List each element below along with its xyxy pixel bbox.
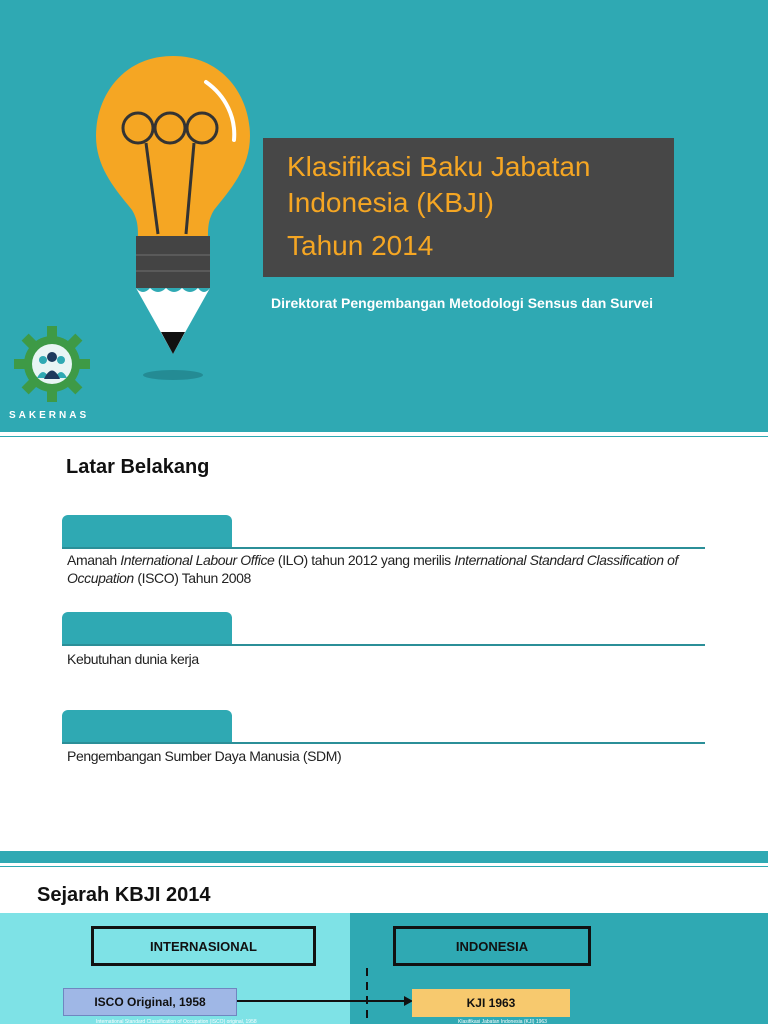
item-tab-2 bbox=[62, 612, 232, 645]
kji-1963-box: KJI 1963 bbox=[412, 989, 570, 1017]
item-rule-1 bbox=[62, 547, 705, 549]
item-rule-2 bbox=[62, 644, 705, 646]
lightbulb-pencil-icon bbox=[88, 48, 258, 388]
title-slide bbox=[0, 0, 768, 432]
sakernas-gear-logo bbox=[10, 322, 94, 406]
isco-caption: International Standard Classification of Occupation (ISCO) original, 1958 bbox=[96, 1019, 257, 1025]
title-line-1: Klasifikasi Baku Jabatan bbox=[287, 151, 591, 182]
section-title-sejarah: Sejarah KBJI 2014 bbox=[37, 884, 211, 906]
item-text-2: Kebutuhan dunia kerja bbox=[67, 651, 199, 667]
subtitle: Direktorat Pengembangan Metodologi Sensus dan Survei bbox=[271, 295, 653, 311]
section-title-latar-belakang: Latar Belakang bbox=[66, 456, 210, 478]
isco-1958-box: ISCO Original, 1958 bbox=[63, 988, 237, 1016]
item-text-1: Amanah International Labour Office (ILO) tahun 2012 yang merilis International Standard Classification of Occupation (ISCO) Tahun 2008 bbox=[67, 552, 678, 586]
item-tab-1 bbox=[62, 515, 232, 548]
international-header: INTERNASIONAL bbox=[91, 926, 316, 966]
title-line-2: Indonesia (KBJI) bbox=[287, 187, 494, 218]
item-text-3: Pengembangan Sumber Daya Manusia (SDM) bbox=[67, 748, 342, 764]
divider-band bbox=[0, 851, 768, 863]
item-tab-3 bbox=[62, 710, 232, 743]
divider-line bbox=[0, 436, 768, 437]
title-line-3: Tahun 2014 bbox=[287, 230, 434, 261]
indonesia-header: INDONESIA bbox=[393, 926, 591, 966]
divider-line-2 bbox=[0, 866, 768, 867]
logo-text: SAKERNAS bbox=[9, 410, 90, 421]
title-box bbox=[263, 138, 674, 277]
kji-caption: Klasifikasi Jabatan Indonesia (KJI) 1963 bbox=[458, 1019, 547, 1025]
item-rule-3 bbox=[62, 742, 705, 744]
